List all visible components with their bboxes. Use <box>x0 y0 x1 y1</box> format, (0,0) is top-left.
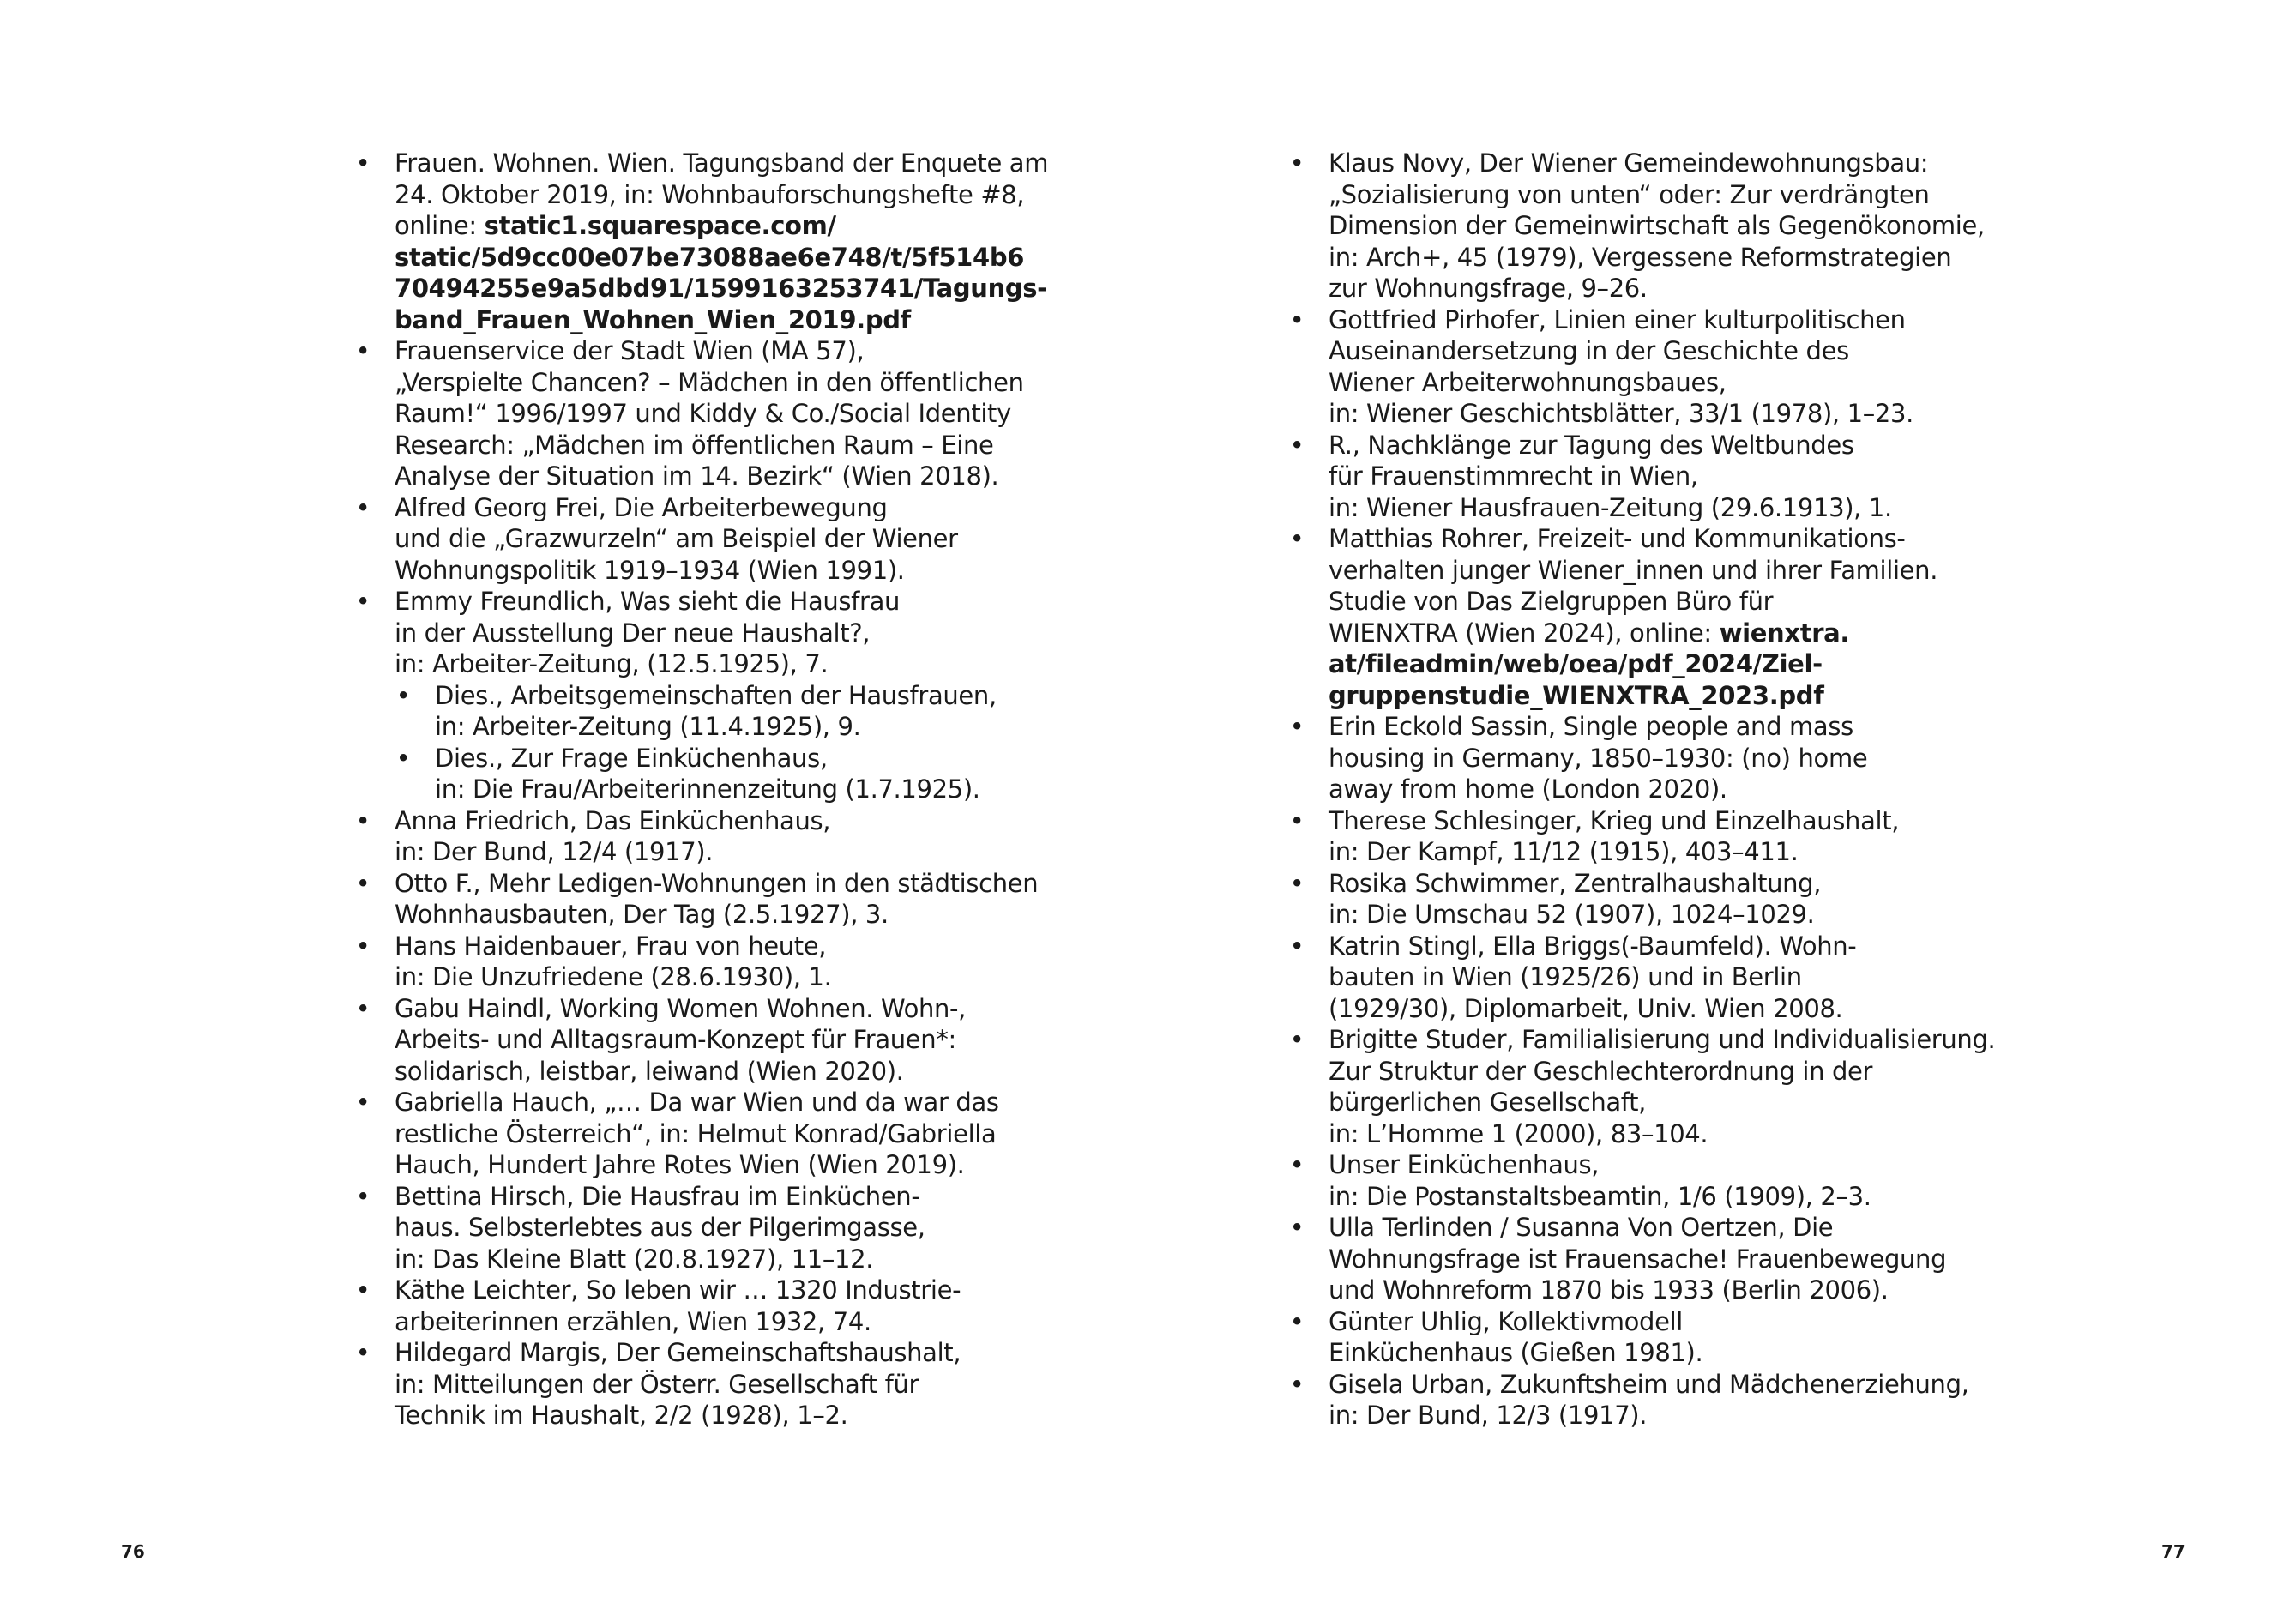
bullet-icon: • <box>1289 805 1305 835</box>
bullet-icon: • <box>355 993 371 1023</box>
citation-text: in: Wiener Geschichtsblätter, 33/1 (1978), 1–23. <box>1329 399 1913 428</box>
entry-line <box>1329 836 1974 868</box>
bibliography-entry <box>1288 1369 1974 1431</box>
url-text: gruppenstudie_WIENXTRA_2023.pdf <box>1329 680 1824 710</box>
citation-text: 24. Oktober 2019, in: Wohnbauforschungshefte #8, <box>395 179 1025 209</box>
bullet-icon: • <box>1289 712 1305 741</box>
citation-text: Hildegard Margis, Der Gemeinschaftshaushalt, <box>395 1338 961 1367</box>
bullet-icon: • <box>355 931 371 961</box>
bullet-icon: • <box>355 1338 371 1367</box>
entry-line <box>1329 993 1974 1025</box>
url-text: static1.squarespace.com/ <box>484 211 836 240</box>
bibliography-entry <box>354 868 1040 931</box>
entry-line <box>395 836 1040 868</box>
citation-text: Auseinandersetzung in der Geschichte des <box>1329 336 1849 365</box>
citation-text: in: Arbeiter-Zeitung (11.4.1925), 9. <box>435 712 861 741</box>
bibliography-entry <box>354 1181 1040 1275</box>
entry-line <box>1329 1400 1974 1431</box>
citation-text: in: Die Unzufriedene (28.6.1930), 1. <box>395 962 832 991</box>
citation-text: in: Arch+, 45 (1979), Vergessene Reformstrategien <box>1329 242 1952 272</box>
entry-line <box>1329 273 1974 304</box>
citation-text: bürgerlichen Gesellschaft, <box>1329 1088 1647 1117</box>
entry-line <box>395 1149 1040 1181</box>
entry-line <box>395 1369 1040 1401</box>
citation-text: Rosika Schwimmer, Zentralhaushaltung, <box>1329 868 1822 898</box>
entry-line <box>435 680 1040 712</box>
citation-text: in: Die Frau/Arbeiterinnenzeitung (1.7.1925). <box>435 774 980 804</box>
entry-line <box>1329 523 1974 555</box>
bullet-icon: • <box>1289 304 1305 334</box>
entry-line <box>395 398 1040 430</box>
bullet-icon: • <box>1289 148 1305 178</box>
entry-line <box>395 148 1049 179</box>
bullet-icon: • <box>1289 524 1305 553</box>
entry-line <box>435 774 1040 805</box>
entry-line <box>1329 242 1974 274</box>
entry-line <box>395 273 1047 304</box>
citation-text: Brigitte Studer, Familialisierung und Individualisierung. <box>1329 1025 1996 1054</box>
citation-text: Bettina Hirsch, Die Hausfrau im Einküchen- <box>395 1181 920 1211</box>
bibliography-entry <box>354 492 1040 587</box>
url-text: static/5d9cc00e07be73088ae6e748/t/5f514b6 <box>395 242 1025 272</box>
citation-text: Anna Friedrich, Das Einküchenhaus, <box>395 805 831 835</box>
citation-text: in: Das Kleine Blatt (20.8.1927), 11–12. <box>395 1244 874 1274</box>
url-text: at/fileadmin/web/oea/pdf_2024/Ziel- <box>1329 649 1823 678</box>
entry-line <box>1329 1212 1974 1244</box>
entry-line <box>1329 210 1985 242</box>
entry-line <box>1329 304 1974 336</box>
entry-line <box>395 335 1040 367</box>
entry-line <box>395 899 1040 931</box>
entry-line <box>1329 335 1974 367</box>
bullet-icon: • <box>355 1275 371 1305</box>
citation-text: Günter Uhlig, Kollektivmodell <box>1329 1306 1684 1336</box>
entry-line <box>435 711 1040 743</box>
entry-line <box>395 1306 1040 1338</box>
entry-line <box>1329 148 1974 179</box>
entry-line <box>1329 931 1974 962</box>
citation-text: Ulla Terlinden / Susanna Von Oertzen, Die <box>1329 1213 1834 1242</box>
citation-text: in: Mitteilungen der Österr. Gesellschaft für <box>395 1369 919 1399</box>
bibliography-entry <box>354 148 1049 335</box>
citation-text: Analyse der Situation im 14. Bezirk“ (Wien 2018). <box>395 461 999 491</box>
entry-line <box>1329 367 1974 399</box>
bibliography-entry <box>1288 1024 1996 1149</box>
entry-line <box>1329 1306 1974 1338</box>
entry-line <box>395 1400 1040 1431</box>
citation-text: Zur Struktur der Geschlechterordnung in der <box>1329 1056 1873 1086</box>
entry-line <box>395 523 1040 555</box>
citation-text: Unser Einküchenhaus, <box>1329 1150 1600 1179</box>
entry-line <box>395 618 1040 649</box>
citation-text: Wohnungsfrage ist Frauensache! Frauenbewegung <box>1329 1244 1947 1274</box>
entry-line <box>395 1212 1040 1244</box>
citation-text: Frauen. Wohnen. Wien. Tagungsband der Enquete am <box>395 148 1049 178</box>
bullet-icon: • <box>1289 1306 1305 1336</box>
entry-line <box>1329 1118 1974 1150</box>
citation-text: Gottfried Pirhofer, Linien einer kulturpolitischen <box>1329 304 1906 334</box>
citation-text: Gabu Haindl, Working Women Wohnen. Wohn-, <box>395 993 967 1023</box>
entry-line <box>1329 743 1974 774</box>
entry-line <box>395 805 1040 837</box>
url-text: band_Frauen_Wohnen_Wien_2019.pdf <box>395 304 911 334</box>
page-number-right: 77 <box>2161 1541 2185 1562</box>
citation-text: Therese Schlesinger, Krieg und Einzelhaushalt, <box>1329 805 1900 835</box>
citation-text: in: Die Postanstaltsbeamtin, 1/6 (1909), 2–3. <box>1329 1181 1871 1211</box>
entry-line <box>395 367 1040 399</box>
citation-text: und die „Grazwurzeln“ am Beispiel der Wiener <box>395 524 958 553</box>
citation-text: Dimension der Gemeinwirtschaft als Gegenökonomie, <box>1329 211 1985 240</box>
entry-line <box>395 1244 1040 1275</box>
entry-line <box>435 743 1040 774</box>
entry-line <box>1329 868 1974 900</box>
citation-text: housing in Germany, 1850–1930: (no) home <box>1329 743 1868 773</box>
citation-text: in: L’Homme 1 (2000), 83–104. <box>1329 1118 1708 1148</box>
bibliography-subentry <box>395 680 1040 743</box>
bullet-icon: • <box>1289 430 1305 460</box>
entry-line <box>395 210 1040 242</box>
bibliography-entry <box>1288 523 1974 711</box>
entry-line <box>1329 1244 1974 1275</box>
entry-line <box>395 304 1040 336</box>
citation-text: Erin Eckold Sassin, Single people and mass <box>1329 712 1853 741</box>
citation-text: Alfred Georg Frei, Die Arbeiterbewegung <box>395 492 888 522</box>
bullet-icon: • <box>355 805 371 835</box>
bibliography-entry <box>354 1087 1040 1181</box>
entry-line <box>395 1087 1040 1118</box>
citation-text: in: Arbeiter-Zeitung, (12.5.1925), 7. <box>395 649 829 678</box>
citation-text: Studie von Das Zielgruppen Büro für <box>1329 587 1774 616</box>
bibliography-list-left <box>354 148 1049 1431</box>
entry-line <box>1329 774 1974 805</box>
entry-line <box>1329 618 1974 649</box>
citation-text: Katrin Stingl, Ella Briggs(-Baumfeld). Wohn- <box>1329 931 1857 961</box>
citation-text: Emmy Freundlich, Was sieht die Hausfrau <box>395 587 901 616</box>
citation-text: Technik im Haushalt, 2/2 (1928), 1–2. <box>395 1401 848 1430</box>
url-text: 70494255e9a5dbd91/1599163253741/Tagungs- <box>395 274 1047 303</box>
entry-line <box>395 993 1040 1025</box>
citation-text: in: Wiener Hausfrauen-Zeitung (29.6.1913), 1. <box>1329 492 1892 522</box>
url-text: wienxtra. <box>1719 618 1850 648</box>
citation-text: in: Der Kampf, 11/12 (1915), 403–411. <box>1329 837 1799 866</box>
citation-text: Hans Haidenbauer, Frau von heute, <box>395 931 827 961</box>
entry-line <box>395 931 1040 962</box>
bibliography-entry <box>1288 711 1974 805</box>
citation-text: Wiener Arbeiterwohnungsbaues, <box>1329 367 1727 397</box>
citation-text: in: Die Umschau 52 (1907), 1024–1029. <box>1329 900 1815 929</box>
bibliography-entry <box>354 335 1040 492</box>
entry-line <box>1329 1024 1996 1056</box>
bibliography-entry <box>1288 805 1974 868</box>
entry-line <box>1329 430 1974 461</box>
citation-text: Gisela Urban, Zukunftsheim und Mädchenerziehung, <box>1329 1369 1969 1399</box>
entry-line <box>1329 899 1974 931</box>
entry-line <box>395 648 1040 680</box>
entry-line <box>1329 398 1974 430</box>
citation-text: Klaus Novy, Der Wiener Gemeindewohnungsbau: <box>1329 148 1929 178</box>
bullet-icon: • <box>1289 1150 1305 1179</box>
entry-line <box>395 555 1040 587</box>
entry-line <box>395 430 1040 461</box>
citation-text: Frauenservice der Stadt Wien (MA 57), <box>395 336 865 365</box>
bullet-icon: • <box>355 336 371 365</box>
bullet-icon: • <box>355 1181 371 1211</box>
citation-text: R., Nachklänge zur Tagung des Weltbundes <box>1329 430 1854 460</box>
bibliography-entry <box>354 993 1040 1088</box>
bibliography-list-right <box>1288 148 1996 1431</box>
citation-text: „Sozialisierung von unten“ oder: Zur verdrängten <box>1329 179 1930 209</box>
bibliography-entry <box>354 586 1040 805</box>
entry-line <box>1329 492 1974 524</box>
bibliography-entry <box>1288 430 1974 524</box>
entry-line <box>395 1118 1040 1150</box>
bullet-icon: • <box>1289 1369 1305 1399</box>
bullet-icon: • <box>355 587 371 616</box>
bullet-icon: • <box>1289 1213 1305 1242</box>
entry-line <box>1329 179 1974 211</box>
bibliography-subentry <box>395 743 1040 805</box>
page-number-left: 76 <box>121 1541 145 1562</box>
bibliography-entry <box>1288 304 1974 430</box>
citation-text: verhalten junger Wiener_innen und ihrer Familien. <box>1329 555 1938 585</box>
entry-line <box>395 492 1040 524</box>
bullet-icon: • <box>355 148 371 178</box>
entry-line <box>395 961 1040 993</box>
entry-line <box>395 1024 1040 1056</box>
entry-line <box>1329 1181 1974 1213</box>
entry-line <box>395 1275 1040 1306</box>
entry-line <box>1329 1275 1974 1306</box>
citation-text: „Verspielte Chancen? – Mädchen in den öffentlichen <box>395 367 1024 397</box>
bibliography-entry <box>1288 931 1974 1025</box>
citation-text: bauten in Wien (1925/26) und in Berlin <box>1329 962 1802 991</box>
bibliography-entry <box>1288 1306 1974 1369</box>
right-page <box>1148 0 2296 1621</box>
bibliography-entry <box>354 805 1040 868</box>
citation-text: Matthias Rohrer, Freizeit- und Kommunikations- <box>1329 524 1906 553</box>
bibliography-entry <box>1288 1212 1974 1306</box>
citation-text: Arbeits- und Alltagsraum-Konzept für Frauen*: <box>395 1025 956 1054</box>
entry-line <box>395 242 1040 274</box>
citation-text: Einküchenhaus (Gießen 1981). <box>1329 1338 1703 1367</box>
citation-text: solidarisch, leistbar, leiwand (Wien 2020). <box>395 1056 904 1086</box>
citation-text: away from home (London 2020). <box>1329 774 1727 804</box>
bullet-icon: • <box>355 1088 371 1117</box>
entry-line <box>395 461 1040 492</box>
citation-text: Dies., Zur Frage Einküchenhaus, <box>435 743 828 773</box>
entry-line <box>395 1337 1040 1369</box>
entry-line <box>1329 648 1974 680</box>
bibliography-entry <box>1288 1149 1974 1212</box>
citation-text: Wohnungspolitik 1919–1934 (Wien 1991). <box>395 555 905 585</box>
entry-line <box>1329 1369 1974 1401</box>
citation-text: WIENXTRA (Wien 2024), online: <box>1329 618 1720 648</box>
citation-text: in: Der Bund, 12/4 (1917). <box>395 837 714 866</box>
entry-line <box>1329 1337 1974 1369</box>
bullet-icon: • <box>1289 931 1305 961</box>
bullet-icon: • <box>395 743 411 773</box>
entry-line <box>395 586 1040 618</box>
entry-line <box>1329 555 1974 587</box>
citation-text: Gabriella Hauch, „… Da war Wien und da war das <box>395 1088 999 1117</box>
bullet-icon: • <box>355 868 371 898</box>
entry-line <box>395 868 1040 900</box>
citation-text: haus. Selbsterlebtes aus der Pilgerimgasse, <box>395 1213 925 1242</box>
bullet-icon: • <box>1289 868 1305 898</box>
bibliography-entry <box>1288 868 1974 931</box>
citation-text: Otto F., Mehr Ledigen-Wohnungen in den städtischen <box>395 868 1039 898</box>
citation-text: arbeiterinnen erzählen, Wien 1932, 74. <box>395 1306 871 1336</box>
entry-line <box>395 1181 1040 1213</box>
entry-line <box>1329 1087 1974 1118</box>
entry-line <box>1329 961 1974 993</box>
citation-text: Dies., Arbeitsgemeinschaften der Hausfrauen, <box>435 680 997 710</box>
entry-line <box>395 1056 1040 1088</box>
entry-line <box>1329 711 1974 743</box>
entry-line <box>1329 461 1974 492</box>
bibliography-entry <box>354 931 1040 993</box>
bibliography-entry <box>354 1275 1040 1337</box>
citation-text: Hauch, Hundert Jahre Rotes Wien (Wien 2019). <box>395 1150 965 1179</box>
entry-line <box>1329 586 1974 618</box>
bullet-icon: • <box>395 680 411 710</box>
citation-text: online: <box>395 211 485 240</box>
entry-line <box>1329 1056 1974 1088</box>
entry-line <box>1329 1149 1974 1181</box>
bullet-icon: • <box>1289 1025 1305 1054</box>
citation-text: (1929/30), Diplomarbeit, Univ. Wien 2008. <box>1329 993 1843 1023</box>
citation-text: in der Ausstellung Der neue Haushalt?, <box>395 618 871 648</box>
entry-line <box>1329 805 1974 837</box>
citation-text: restliche Österreich“, in: Helmut Konrad/Gabriella <box>395 1118 997 1148</box>
bibliography-entry <box>354 1337 1040 1431</box>
citation-text: und Wohnreform 1870 bis 1933 (Berlin 2006). <box>1329 1275 1889 1305</box>
citation-text: zur Wohnungsfrage, 9–26. <box>1329 274 1648 303</box>
citation-text: in: Der Bund, 12/3 (1917). <box>1329 1401 1648 1430</box>
entry-line <box>395 179 1040 211</box>
citation-text: Käthe Leichter, So leben wir … 1320 Industrie- <box>395 1275 961 1305</box>
bullet-icon: • <box>355 492 371 522</box>
citation-text: Research: „Mädchen im öffentlichen Raum – Eine <box>395 430 994 460</box>
citation-text: für Frauenstimmrecht in Wien, <box>1329 461 1698 491</box>
citation-text: Wohnhausbauten, Der Tag (2.5.1927), 3. <box>395 900 889 929</box>
entry-line <box>1329 680 1974 712</box>
bibliography-entry <box>1288 148 1985 304</box>
citation-text: Raum!“ 1996/1997 und Kiddy & Co./Social Identity <box>395 399 1011 428</box>
